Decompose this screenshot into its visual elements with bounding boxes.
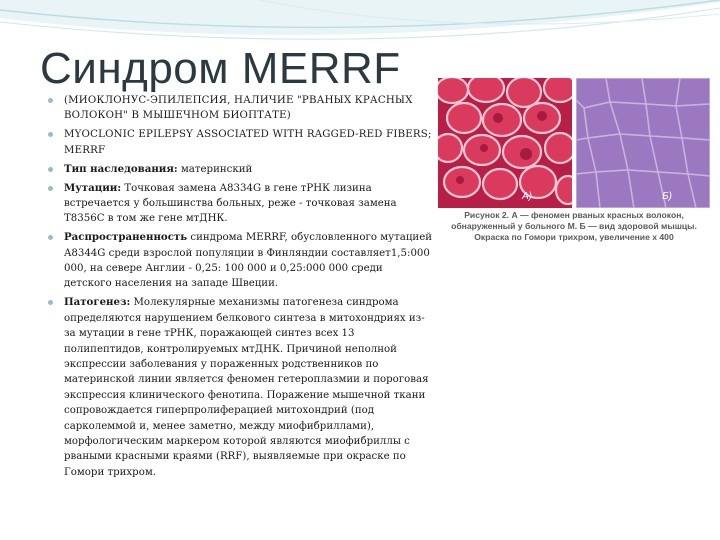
bullet-text: (МИОКЛОНУС-ЭПИЛЕПСИЯ, НАЛИЧИЕ "РВАНЫХ КРАСНЫХ ВОЛОКОН" В МЫШЕЧНОМ БИОПТАТЕ): [64, 95, 413, 122]
bullet-text: MYOCLONIC EPILEPSY ASSOCIATED WITH RAGGED-RED FIBERS; MERRF: [64, 129, 432, 156]
bullet-item: [48, 127, 433, 158]
bullet-text: Молекулярные механизмы патогенеза синдрома определяются нарушением белкового синтеза в митохондриях из-за мутации в гене тРНК, поражающей синтез всех 13 полипептидов, контролируемых мтДНК. Причиной неполной экспрессии заболевания у пораженных родственников по материнской линии является феномен гетероплазмии и пороговая экспрессия клинического фенотипа. Поражение мышечной ткани сопровождается гиперпролиферацией митохондрий (под сарколеммой и, менее заметно, между миофибриллами), морфологическим маркером которой являются миофибриллы с рваными красными краями (RRF), выявляемые при окраске по Гомори трихром.: [64, 297, 429, 478]
bullet-dot-icon: [48, 167, 53, 172]
bullet-dot-icon: [48, 300, 53, 305]
histology-figure: [438, 78, 710, 208]
panel-a-label: А): [522, 191, 532, 202]
bullet-dot-icon: [48, 186, 53, 191]
bullet-bold: Тип наследования:: [64, 162, 178, 175]
bullet-bold: Мутации:: [64, 181, 122, 194]
figure-caption: Рисунок 2. А — феномен рваных красных волокон, обнаруженный у больного М. Б — вид здоровой мышцы. Окраска по Гомори трихром, увеличение х 400: [451, 210, 697, 242]
bullet-bold: Распространенность: [64, 231, 188, 244]
panel-b-label: Б): [662, 191, 672, 202]
bullet-dot-icon: [48, 98, 53, 103]
bullet-item: [48, 162, 433, 177]
bullet-list: [48, 93, 433, 484]
bullet-item: [48, 230, 433, 292]
bullet-bold: Патогенез:: [64, 296, 131, 309]
slide-title: Синдром MERRF: [40, 44, 401, 93]
bullet-text: материнский: [177, 163, 253, 175]
bullet-text: синдрома MERRF, обусловленного мутацией A8344G среди взрослой популяции в Финляндии составляет1,5:000 000, на севере Англии - 0,25: 100 000 и 0,25:000 000 среди детского населения на западе Швеции.: [64, 232, 433, 290]
ragged-red-fibers-image: [438, 78, 572, 208]
healthy-muscle-image: [576, 78, 710, 208]
bullet-item: [48, 295, 433, 480]
bullet-item: [48, 181, 433, 227]
bullet-dot-icon: [48, 132, 53, 137]
bullet-item: [48, 93, 433, 124]
bullet-text: Точковая замена A8334G в гене тРНК лизина встречается у большинства больных, реже - точковая замена T8356C в том же гене мтДНК.: [64, 182, 397, 225]
bullet-dot-icon: [48, 235, 53, 240]
